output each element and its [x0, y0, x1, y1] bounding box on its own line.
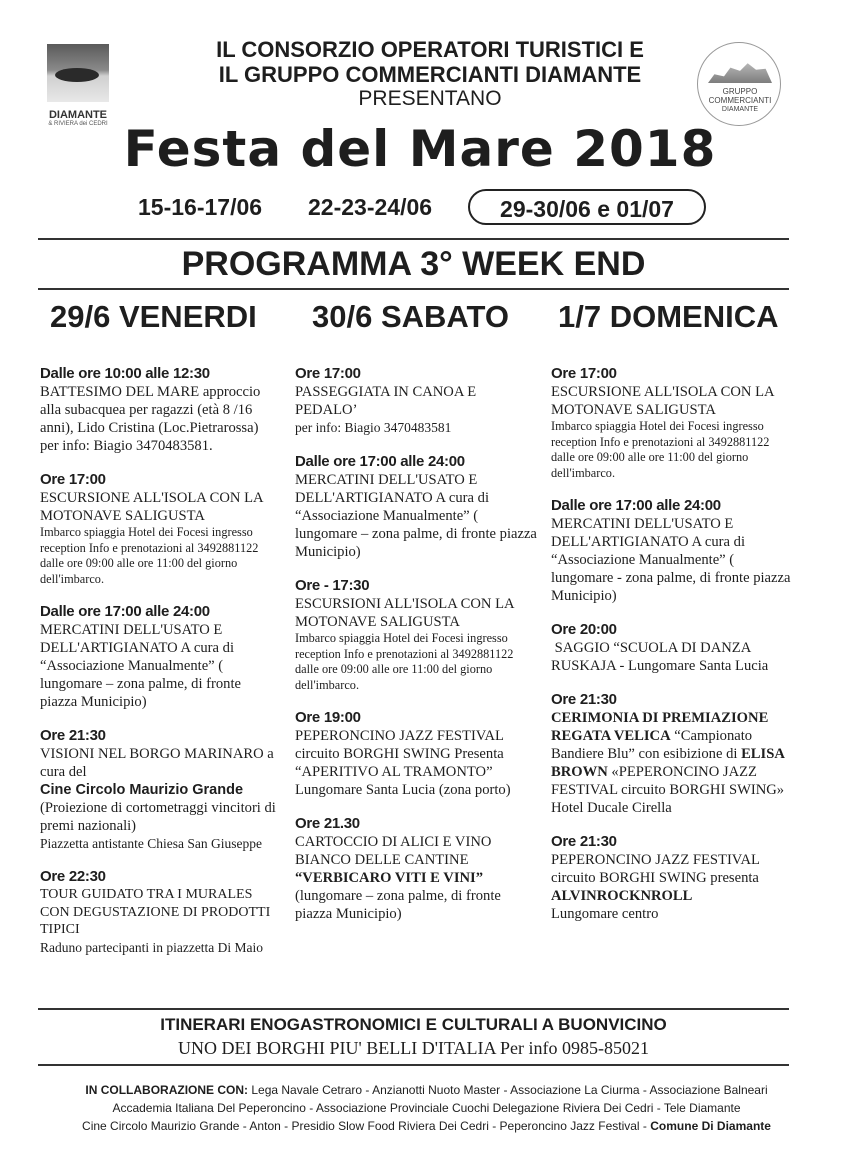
event-item: [40, 726, 280, 852]
event-description: PEPERONCINO JAZZ FESTIVAL circuito BORGHI SWING Presenta “APERITIVO AL TRAMONTO” Lungomare Santa Lucia (zona porto): [295, 728, 511, 798]
event-time: Ore 22:30: [40, 868, 106, 885]
event-description: ESCURSIONE ALL'ISOLA CON LA MOTONAVE SALIGUSTA: [551, 384, 774, 418]
credits-partners-1: Lega Navale Cetraro - Anzianotti Nuoto Master - Associazione La Ciurma - Associazione Balneari: [248, 1083, 768, 1097]
event-item: [295, 452, 540, 561]
credits-comune: Comune Di Diamante: [650, 1119, 771, 1133]
event-description: BATTESIMO DEL MARE approccio alla subacquea per ragazzi (età 8 /16 anni), Lido Cristina (Loc.Pietrarossa) per info: Biagio 3470483581.: [40, 384, 261, 454]
footer-itinerari: ITINERARI ENOGASTRONOMICI E CULTURALI A BUONVICINO: [160, 1015, 667, 1034]
event-location: Raduno partecipanti in piazzetta Di Maio: [40, 939, 264, 955]
event-time: Ore - 17:30: [295, 577, 370, 594]
ceremony-text: “Campionato Bandiere Blu” con esibizione di: [551, 728, 753, 762]
event-title: Festa del Mare 2018: [123, 120, 717, 178]
logo-left-sub: & RIVIERA dei CEDRI: [48, 121, 108, 127]
day-heading-saturday: 30/6 SABATO: [312, 299, 509, 334]
event-description: VISIONI NEL BORGO MARINARO a cura del: [40, 746, 274, 780]
event-description: ESCURSIONE ALL'ISOLA CON LA MOTONAVE SALIGUSTA: [40, 490, 263, 524]
event-details: Imbarco spiaggia Hotel dei Focesi ingresso reception Info e prenotazioni al 3492881122 dalle ore 09:00 alle ore 11:00 del giorno dell'imbarco.: [295, 631, 514, 692]
event-item: [40, 602, 280, 711]
program-title: PROGRAMMA 3° WEEK END: [181, 245, 646, 283]
event-item: [295, 364, 540, 437]
collaboration-credits: [40, 1081, 813, 1135]
divider-bottom: [38, 1064, 789, 1066]
event-description: PASSEGGIATA IN CANOA E PEDALO’: [295, 384, 477, 418]
event-description: PEPERONCINO JAZZ FESTIVAL circuito BORGHI SWING presenta: [551, 852, 760, 886]
day-heading-sunday: 1/7 DOMENICA: [558, 299, 779, 334]
event-item: [40, 470, 280, 587]
header-line-1: IL CONSORZIO OPERATORI TURISTICI E: [216, 37, 644, 62]
sea-logo-icon: [47, 44, 109, 102]
event-organizer: Cine Circolo Maurizio Grande: [40, 782, 244, 798]
divider-program: [38, 288, 789, 290]
ceremony-text-more: «PEPERONCINO JAZZ FESTIVAL circuito BORGHI SWING» Hotel Ducale Cirella: [551, 764, 785, 816]
divider-footer: [38, 1008, 789, 1010]
event-item: [551, 496, 796, 605]
event-description: CARTOCCIO DI ALICI E VINO BIANCO DELLE CANTINE: [295, 834, 492, 868]
event-time: Ore 17:00: [40, 471, 106, 488]
dates-week-2: 22-23-24/06: [308, 194, 433, 220]
event-time: Ore 20:00: [551, 621, 617, 638]
logo-right-line1: GRUPPO: [722, 87, 758, 96]
event-time: Dalle ore 10:00 alle 12:30: [40, 365, 210, 382]
event-time: Ore 21:30: [551, 691, 617, 708]
event-description: ESCURSIONI ALL'ISOLA CON LA MOTONAVE SALIGUSTA: [295, 596, 514, 630]
event-location: (lungomare – zona palme, di fronte piazza Municipio): [295, 888, 501, 922]
event-item: [40, 364, 280, 455]
event-item: [295, 576, 540, 693]
event-time: Dalle ore 17:00 alle 24:00: [295, 453, 465, 470]
column-friday: [40, 364, 280, 971]
credits-line-2: Accademia Italiana Del Peperoncino - Associazione Provinciale Cuochi Delegazione Riviera Dei Cedri - Tele Diamante: [112, 1101, 741, 1115]
event-time: Ore 17:00: [551, 365, 617, 382]
event-item: [551, 364, 796, 481]
event-item: [551, 690, 796, 817]
event-description: SAGGIO “SCUOLA DI DANZA RUSKAJA - Lungomare Santa Lucia: [551, 640, 769, 674]
event-time: Dalle ore 17:00 alle 24:00: [551, 497, 721, 514]
event-artist: [551, 887, 796, 905]
event-item: [40, 867, 280, 956]
event-item: [551, 620, 796, 675]
artist-name: ALVINROCKNROLL: [551, 888, 693, 904]
event-description-more: (Proiezione di cortometraggi vincitori di premi nazionali): [40, 800, 276, 834]
header-line-2: IL GRUPPO COMMERCIANTI DIAMANTE: [218, 62, 642, 87]
event-item: [295, 708, 540, 799]
event-details: Imbarco spiaggia Hotel dei Focesi ingresso reception Info e prenotazioni al 3492881122 dalle ore 09:00 alle ore 11:00 del giorno dell'imbarco.: [40, 525, 259, 586]
column-sunday: [551, 364, 796, 938]
event-location: Piazzetta antistante Chiesa San Giuseppe: [40, 836, 262, 851]
event-details: Imbarco spiaggia Hotel dei Focesi ingresso reception Info e prenotazioni al 3492881122 dalle ore 09:00 alle ore 11:00 del giorno dell'imbarco.: [551, 419, 770, 480]
winery-name: “VERBICARO VITI E VINI”: [295, 870, 484, 886]
event-details: per info: Biagio 3470483581: [295, 420, 452, 435]
event-item: [551, 832, 796, 923]
logo-right-line3: DIAMANTE: [721, 106, 759, 113]
footer-info: UNO DEI BORGHI PIU' BELLI D'ITALIA Per info 0985-85021: [178, 1038, 649, 1058]
event-time: Ore 21:30: [551, 833, 617, 850]
event-item: [295, 814, 540, 923]
event-time: Ore 17:00: [295, 365, 361, 382]
event-time: Ore 21.30: [295, 815, 360, 832]
credits-partners-3: Cine Circolo Maurizio Grande - Anton - Presidio Slow Food Riviera Dei Cedri - Peperoncino Jazz Festival -: [82, 1119, 651, 1133]
event-time: Dalle ore 17:00 alle 24:00: [40, 603, 210, 620]
credits-label: IN COLLABORAZIONE CON:: [85, 1083, 249, 1097]
credits-line-1: [40, 1081, 813, 1099]
logo-left-name: DIAMANTE: [48, 109, 108, 121]
event-time: Ore 19:00: [295, 709, 361, 726]
event-description: TOUR GUIDATO TRA I MURALES CON DEGUSTAZIONE DI PRODOTTI TIPICI: [40, 887, 271, 937]
column-saturday: [295, 364, 540, 938]
event-location: Lungomare centro: [551, 906, 659, 922]
event-description: MERCATINI DELL'USATO E DELL'ARTIGIANATO A cura di “Associazione Manualmente” ( lungomare – zona palme, di fronte piazza Municipio): [295, 472, 537, 560]
artist-name: ELISA BROWN: [551, 746, 785, 780]
event-winery: [295, 869, 540, 887]
event-description: MERCATINI DELL'USATO E DELL'ARTIGIANATO A cura di “Associazione Manualmente” ( lungomare - zona palme, di fronte piazza Municipio): [551, 516, 791, 604]
dates-week-1: 15-16-17/06: [138, 194, 263, 220]
dates-week-3-highlight: 29-30/06 e 01/07: [468, 189, 706, 225]
logo-right-line2: COMMERCIANTI: [708, 96, 772, 105]
event-description: MERCATINI DELL'USATO E DELL'ARTIGIANATO A cura di “Associazione Manualmente” ( lungomare – zona palme, di fronte piazza Municipio): [40, 622, 241, 710]
ceremony-title: CERIMONIA DI PREMIAZIONE REGATA VELICA: [551, 710, 769, 744]
header-presentano: PRESENTANO: [358, 87, 502, 110]
day-heading-friday: 29/6 VENERDI: [50, 299, 257, 334]
event-time: Ore 21:30: [40, 727, 106, 744]
credits-line-3: [40, 1117, 813, 1135]
event-description: [551, 709, 796, 817]
